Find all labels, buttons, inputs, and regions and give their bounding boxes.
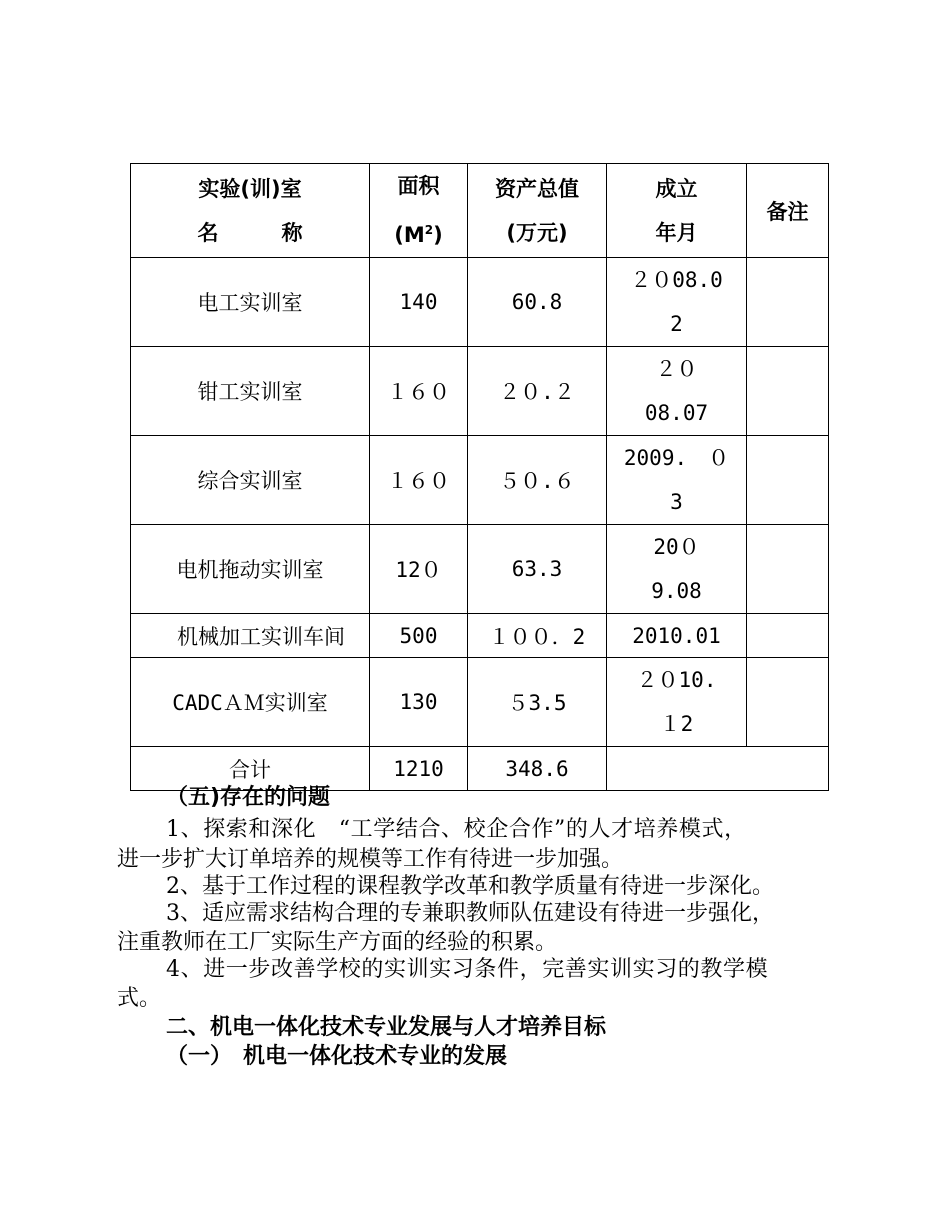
row-date-line1: ２０08.0 — [630, 268, 723, 292]
header-remark: 备注 — [747, 164, 829, 258]
row-name: 电工实训室 — [131, 258, 370, 347]
row-assets: 60.8 — [468, 258, 607, 347]
row-area: １６０ — [370, 347, 468, 436]
total-empty-cell — [607, 747, 829, 791]
row-remark — [747, 347, 829, 436]
row-area: １６０ — [370, 436, 468, 525]
item2-line: 2、基于工作过程的课程教学改革和教学质量有待进一步深化。 — [166, 874, 774, 899]
row-area: 140 — [370, 258, 468, 347]
section-two-heading: 二、机电一体化技术专业发展与人才培养目标 — [166, 1015, 607, 1040]
item1-line1: 1、探索和深化 “工学结合、校企合作”的人才培养模式， — [166, 817, 747, 842]
row-remark — [747, 525, 829, 614]
item4-line1: 4、进一步改善学校的实训实习条件，完善实训实习的教学模 — [166, 957, 769, 982]
row-date: 2010.01 — [607, 614, 747, 658]
header-date — [607, 164, 747, 258]
table-header-row — [131, 164, 829, 258]
row-date-line1: ２０10. — [636, 668, 717, 692]
row-date — [607, 525, 747, 614]
row-date — [607, 436, 747, 525]
row-assets: ５０.６ — [468, 436, 607, 525]
row-assets: ２０.２ — [468, 347, 607, 436]
total-area: 1210 — [370, 747, 468, 791]
header-assets — [468, 164, 607, 258]
row-date — [607, 258, 747, 347]
row-date — [607, 347, 747, 436]
header-assets-line2: (万元) — [506, 220, 568, 245]
total-label: 合计 — [131, 747, 370, 791]
row-date-line1: ２０ — [655, 357, 698, 381]
lab-table — [130, 163, 829, 791]
header-name-line1: 实验(训)室 — [198, 176, 302, 201]
row-assets: １００．2 — [468, 614, 607, 658]
header-area-unit: (M — [394, 223, 425, 247]
header-area-unit-end: ) — [433, 223, 443, 247]
row-name: CADCＡＭ实训室 — [131, 658, 370, 747]
row-date-line2: 3 — [670, 490, 683, 514]
header-assets-line1: 资产总值 — [495, 176, 579, 201]
table-row — [131, 258, 829, 347]
row-date-line1: 2009. ０ — [623, 446, 730, 470]
row-date-line2: １2 — [659, 712, 694, 736]
row-remark — [747, 658, 829, 747]
row-remark — [747, 614, 829, 658]
item3-line2: 注重教师在工厂实际生产方面的经验的积累。 — [117, 930, 558, 955]
row-date-line2: 9.08 — [651, 579, 702, 603]
section-five-heading: （五)存在的问题 — [166, 785, 331, 810]
table-row — [131, 347, 829, 436]
row-date-line2: 08.07 — [644, 401, 709, 425]
row-assets: 63.3 — [468, 525, 607, 614]
header-area-line1: 面积 — [397, 174, 440, 198]
table-row — [131, 436, 829, 525]
row-date-line2: 2 — [670, 312, 683, 336]
row-name: 综合实训室 — [131, 436, 370, 525]
row-name: 电机拖动实训室 — [131, 525, 370, 614]
row-area: 500 — [370, 614, 468, 658]
item4-line2: 式。 — [117, 986, 162, 1011]
header-name — [131, 164, 370, 258]
row-remark — [747, 258, 829, 347]
section-two-subheading: （一） 机电一体化技术专业的发展 — [166, 1044, 508, 1069]
row-name: 机械加工实训车间 — [131, 614, 370, 658]
row-remark — [747, 436, 829, 525]
item1-line2: 进一步扩大订单培养的规模等工作有待进一步加强。 — [117, 847, 624, 872]
header-date-line1: 成立 — [655, 176, 698, 201]
total-assets: 348.6 — [468, 747, 607, 791]
table-row — [131, 525, 829, 614]
item3-line1: 3、适应需求结构合理的专兼职教师队伍建设有待进一步强化， — [166, 901, 774, 926]
row-assets: ５3.5 — [468, 658, 607, 747]
header-name-line2: 名 称 — [197, 220, 303, 245]
header-area — [370, 164, 468, 258]
header-area-line2 — [370, 208, 467, 257]
row-area: 12０ — [370, 525, 468, 614]
row-name: 钳工实训室 — [131, 347, 370, 436]
header-date-line2: 年月 — [655, 220, 698, 245]
row-date-line1: 20０ — [653, 535, 700, 559]
header-area-sup: 2 — [424, 223, 434, 237]
row-date — [607, 658, 747, 747]
table-row — [131, 614, 829, 658]
table-row — [131, 658, 829, 747]
row-area: 130 — [370, 658, 468, 747]
